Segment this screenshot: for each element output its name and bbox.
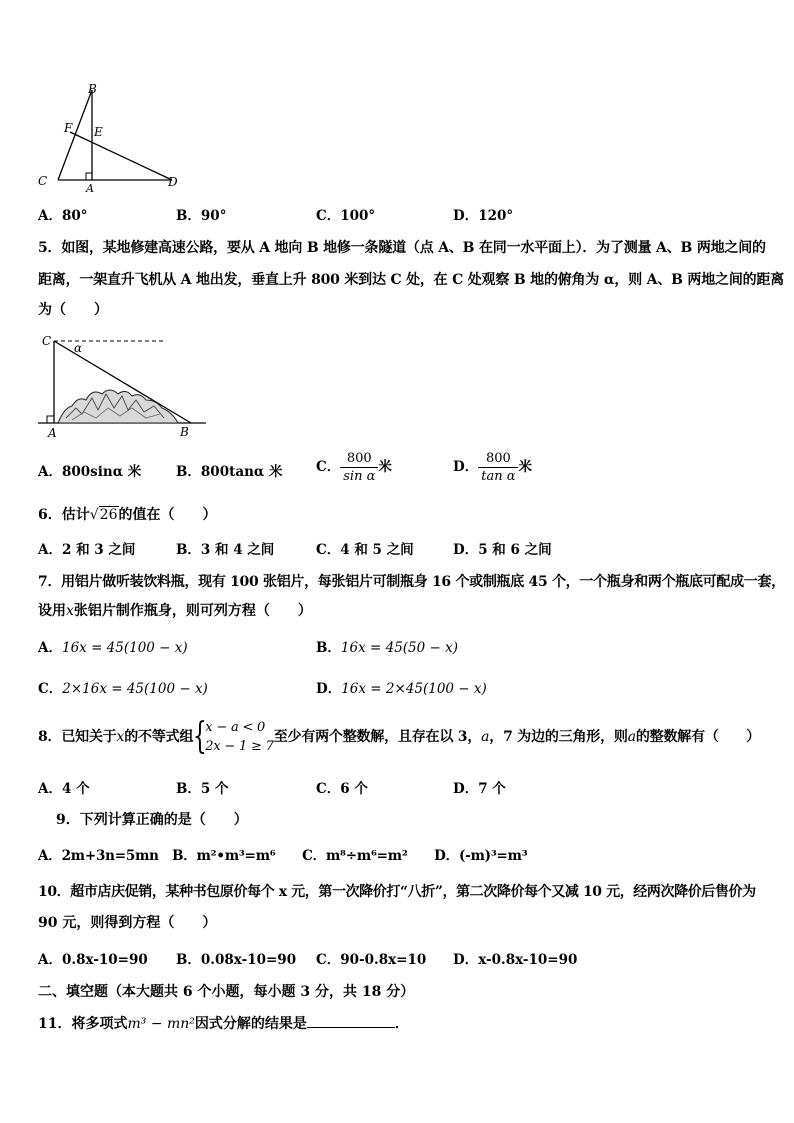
brace: {	[193, 716, 207, 757]
q8-option-b[interactable]: B．5 个	[176, 781, 229, 797]
q10-option-b[interactable]: B．0.08x-10=90	[176, 952, 297, 968]
fraction	[340, 450, 378, 485]
radicand: 26	[99, 507, 118, 523]
numerator: 800	[478, 450, 518, 468]
inequality-system	[193, 718, 273, 756]
sqrt-26: √26	[89, 507, 118, 523]
q8-option-c[interactable]: C．6 个	[316, 781, 368, 797]
unit: 米	[518, 459, 532, 475]
q9-options[interactable]: A．2m+3n=5mn B．m²•m³=m⁶ C．m⁸÷m⁶=m² D．(-m)³=m³	[38, 848, 528, 864]
q6-option-d[interactable]: D．5 和 6 之间	[453, 542, 552, 558]
var-a: a	[481, 729, 490, 745]
unit: 米	[378, 459, 392, 475]
q8-post2: ，7 为边的三角形，则	[489, 729, 628, 745]
label-B: B	[88, 82, 97, 96]
q4-option-a[interactable]: A．80°	[38, 208, 88, 224]
q4-option-d[interactable]: D．120°	[453, 208, 514, 224]
q6-prefix: 6．估计	[38, 507, 90, 523]
q7-stem-line1: 7．用铝片做听装饮料瓶，现有 100 张铝片，每张铝片可制瓶身 16 个或制瓶底 45 个，一个瓶身和两个瓶底可配成一套，	[38, 574, 785, 590]
section-heading: 二、填空题（本大题共 6 个小题，每小题 3 分，共 18 分）	[38, 984, 415, 1000]
denominator: tan α	[481, 469, 516, 484]
q5-option-d[interactable]	[453, 450, 532, 485]
q8-mid: 的不等式组	[124, 729, 194, 745]
q8-option-d[interactable]: D．7 个	[453, 781, 506, 797]
q6-suffix: 的值在（ ）	[118, 507, 217, 523]
q5-stem-line3: 为（ ）	[38, 302, 108, 318]
q6-stem	[38, 505, 217, 525]
q7-option-d[interactable]	[316, 679, 487, 699]
q10-stem-line2: 90 元，则得到方程（ ）	[38, 915, 217, 931]
q8-option-a[interactable]: A．4 个	[38, 781, 90, 797]
inequality-2: 2x − 1 ≥ 7	[205, 739, 274, 754]
q8-stem	[38, 718, 760, 756]
label-C: C	[42, 334, 52, 348]
q5-option-a[interactable]: A．800sinα 米	[38, 464, 142, 480]
q4-option-b[interactable]: B．90°	[176, 208, 227, 224]
q10-option-c[interactable]: C．90-0.8x=10	[316, 952, 427, 968]
equation: 16x = 45(50 − x)	[340, 640, 459, 656]
q7-stem-line2	[38, 601, 312, 621]
q6-option-a[interactable]: A．2 和 3 之间	[38, 542, 136, 558]
q5-option-b[interactable]: B．800tanα 米	[176, 464, 283, 480]
q4-option-c[interactable]: C．100°	[316, 208, 376, 224]
label-A: A	[48, 426, 57, 440]
q8-post3: 的整数解有（ ）	[635, 729, 761, 745]
q6-option-b[interactable]: B．3 和 4 之间	[176, 542, 275, 558]
option-label: D．	[316, 681, 342, 697]
q9-stem: 9．下列计算正确的是（ ）	[56, 812, 248, 828]
q5-stem-line1: 5．如图，某地修建高速公路，要从 A 地向 B 地修一条隧道（点 A、B 在同一水平面上）．为了测量 A、B 两地之间的	[38, 240, 766, 256]
q6-option-c[interactable]: C．4 和 5 之间	[316, 542, 414, 558]
q7-option-a[interactable]	[38, 638, 188, 658]
inequality-1: x − a < 0	[205, 720, 266, 735]
denominator: sin α	[343, 469, 376, 484]
option-label: B．	[316, 640, 341, 656]
label-F: F	[64, 121, 73, 135]
label-A: A	[86, 182, 94, 195]
q10-option-a[interactable]: A．0.8x-10=90	[38, 952, 148, 968]
equation: 16x = 2×45(100 − x)	[341, 681, 487, 697]
equation: 2×16x = 45(100 − x)	[62, 681, 208, 697]
label-D: D	[168, 175, 178, 189]
q11-pre: 11．将多项式	[38, 1016, 128, 1032]
var-x: x	[66, 603, 74, 619]
q8-pre: 8．已知关于	[38, 729, 117, 745]
equation: 16x = 45(100 − x)	[61, 640, 188, 656]
q8-post1: 至少有两个整数解，且存在以 3，	[273, 729, 482, 745]
label-C: C	[38, 174, 48, 188]
q7-line2-post: 张铝片制作瓶身，则可列方程（ ）	[73, 603, 312, 619]
option-label: D．	[453, 459, 479, 475]
q5-option-c[interactable]	[316, 450, 392, 485]
numerator: 800	[340, 450, 378, 468]
q11-post: 因式分解的结果是	[194, 1016, 307, 1032]
answer-blank[interactable]	[307, 1013, 395, 1028]
helicopter-tunnel-figure-q5	[36, 330, 211, 440]
label-B: B	[180, 425, 189, 439]
q7-option-c[interactable]	[38, 679, 208, 699]
q11-end: ．	[394, 1016, 409, 1032]
q11-stem	[38, 1013, 409, 1034]
q7-line2-pre: 设用	[38, 603, 66, 619]
option-label: C．	[316, 459, 341, 475]
polynomial: m³ − mn²	[127, 1016, 195, 1032]
option-label: A．	[38, 640, 62, 656]
var-a: a	[627, 729, 636, 745]
label-E: E	[94, 125, 103, 139]
fraction	[478, 450, 518, 485]
label-alpha: α	[74, 341, 83, 355]
q10-option-d[interactable]: D．x-0.8x-10=90	[453, 952, 578, 968]
q5-stem-line2: 距离，一架直升飞机从 A 地出发，垂直上升 800 米到达 C 处，在 C 处观察 B 地的俯角为 α，则 A、B 两地之间的距离	[38, 272, 785, 288]
triangle-figure-q4	[32, 80, 182, 195]
q7-option-b[interactable]	[316, 638, 458, 658]
q10-stem-line1: 10．超市店庆促销，某种书包原价每个 x 元，第一次降价打“八折”，第二次降价每个又减 10 元，经两次降价后售价为	[38, 884, 756, 900]
var-x: x	[116, 729, 125, 745]
option-label: C．	[38, 681, 63, 697]
